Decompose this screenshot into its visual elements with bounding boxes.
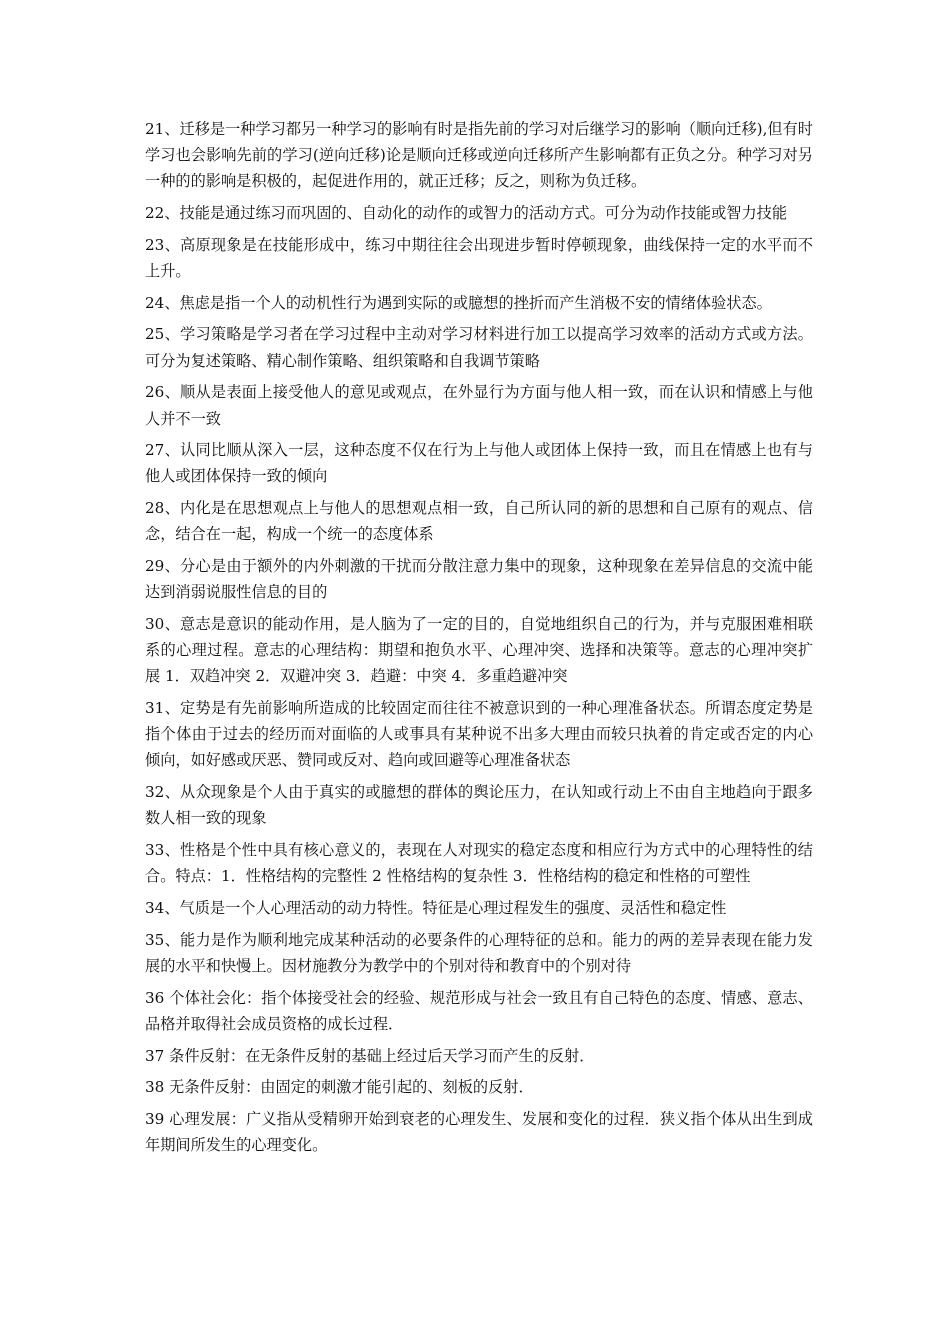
paragraph-35: 35、能力是作为顺利地完成某种活动的必要条件的心理特征的总和。能力的两的差异表现在能力发展的水平和快慢上。因材施教分为教学中的个别对待和教育中的个别对待 (145, 930, 813, 975)
paragraph-21: 21、迁移是一种学习都另一种学习的影响有时是指先前的学习对后继学习的影响（顺向迁移),但有时学习也会影响先前的学习(逆向迁移)论是顺向迁移或逆向迁移所产生影响都有正负之分。种学习对另一种的的影响是积极的，起促进作用的，就正迁移；反之，则称为负迁移。 (145, 120, 813, 191)
paragraph-37: 37 条件反射：在无条件反射的基础上经过后天学习而产生的反射． (145, 1046, 595, 1065)
paragraph-22: 22、技能是通过练习而巩固的、自动化的动作的或智力的活动方式。可分为动作技能或智力技能 (145, 204, 788, 223)
paragraph-39: 39 心理发展：广义指从受精卵开始到衰老的心理发生、发展和变化的过程．狭义指个体从出生到成年期间所发生的心理变化。 (145, 1109, 813, 1155)
document-body (145, 116, 813, 1164)
paragraph-23: 23、高原现象是在技能形成中，练习中期往往会出现进步暂时停顿现象，曲线保持一定的水平而不上升。 (145, 235, 813, 281)
paragraph-25: 25、学习策略是学习者在学习过程中主动对学习材料进行加工以提高学习效率的活动方式或方法。可分为复述策略、精心制作策略、组织策略和自我调节策略 (145, 325, 813, 370)
paragraph-34: 34、气质是一个人心理活动的动力特性。特征是心理过程发生的强度、灵活性和稳定性 (145, 898, 727, 917)
paragraph-32: 32、从众现象是个人由于真实的或臆想的群体的舆论压力，在认知或行动上不由自主地趋向于跟多数人相一致的现象 (145, 783, 813, 828)
paragraph-31: 31、定势是有先前影响所造成的比较固定而往往不被意识到的一种心理准备状态。所谓态度定势是指个体由于过去的经历而对面临的人或事具有某种说不出多大理由而较只执着的肯定或否定的内心倾向，如好感或厌恶、赞同或反对、趋向或回避等心理准备状态 (145, 699, 813, 770)
paragraph-36: 36 个体社会化：指个体接受社会的经验、规范形成与社会一致且有自己特色的态度、情感、意志、品格并取得社会成员资格的成长过程． (145, 988, 813, 1033)
paragraph-38: 38 无条件反射：由固定的刺激才能引起的、刻板的反射． (145, 1078, 534, 1097)
paragraph-29: 29、分心是由于额外的内外刺激的干扰而分散注意力集中的现象，这种现象在差异信息的交流中能达到消弱说服性信息的目的 (145, 557, 813, 602)
paragraph-30: 30、意志是意识的能动作用，是人脑为了一定的目的，自觉地组织自己的行为，并与克服困难相联系的心理过程。意志的心理结构：期望和抱负水平、心理冲突、选择和决策等。意志的心理冲突扩展 1．双趋冲突 2．双避冲突 3．趋避：中突 4．多重趋避冲突 (145, 614, 813, 686)
paragraph-24: 24、焦虑是指一个人的动机性行为遇到实际的或臆想的挫折而产生消极不安的情绪体验状态。 (145, 293, 772, 312)
paragraph-33: 33、性格是个性中具有核心意义的，表现在人对现实的稳定态度和相应行为方式中的心理特性的结合。特点：1．性格结构的完整性 2 性格结构的复杂性 3．性格结构的稳定和性格的可塑性 (145, 841, 813, 886)
paragraph-26: 26、顺从是表面上接受他人的意见或观点，在外显行为方面与他人相一致，而在认识和情感上与他人并不一致 (145, 383, 813, 428)
paragraph-27: 27、认同比顺从深入一层，这种态度不仅在行为上与他人或团体上保持一致，而且在情感上也有与他人或团体保持一致的倾向 (145, 441, 813, 486)
paragraph-28: 28、内化是在思想观点上与他人的思想观点相一致，自己所认同的新的思想和自己原有的观点、信念，结合在一起，构成一个统一的态度体系 (145, 499, 813, 544)
